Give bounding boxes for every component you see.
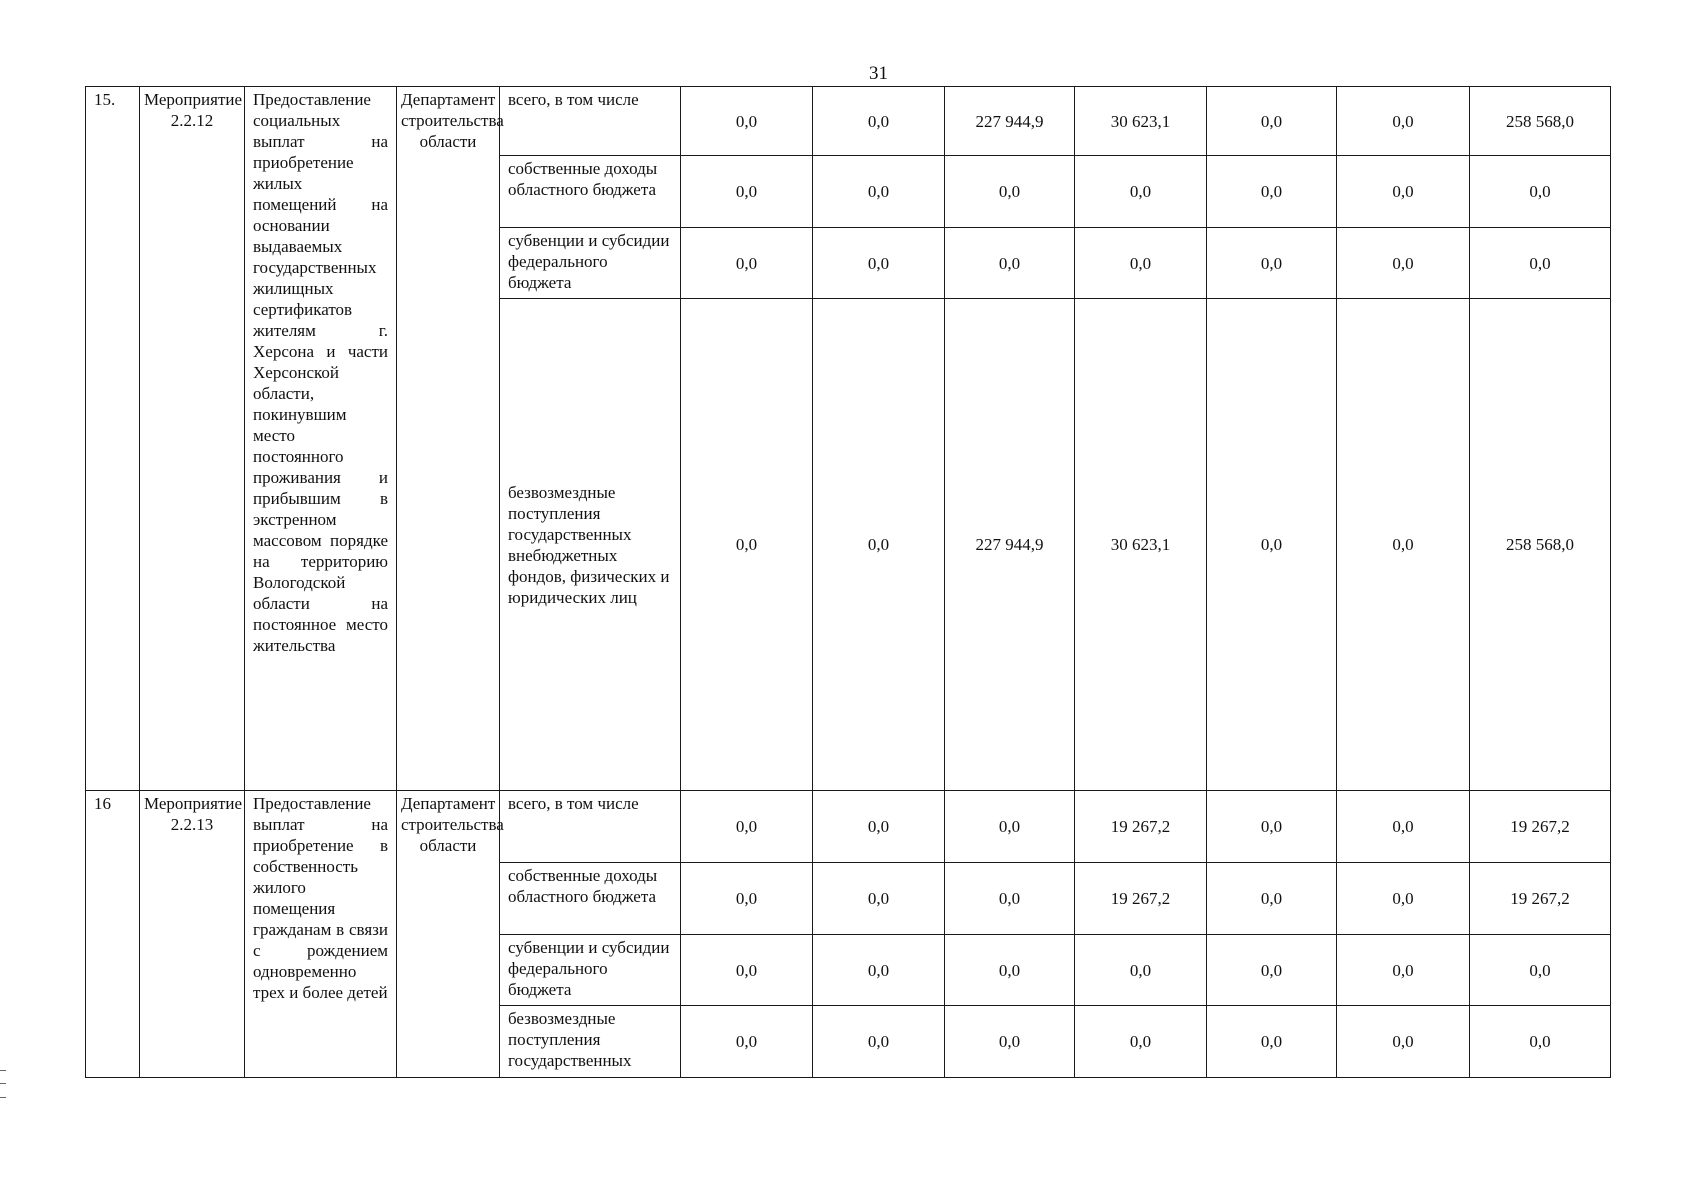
amount-cell: 0,0 <box>1470 228 1611 299</box>
amount-cell: 0,0 <box>813 791 945 863</box>
amount-cell: 0,0 <box>1470 1006 1611 1078</box>
responsible-department: Департамент строительства области <box>397 791 500 1078</box>
budget-table <box>85 86 1611 1078</box>
funding-source-label: безвозмездные поступления государственных <box>500 1006 681 1078</box>
amount-cell: 19 267,2 <box>1075 863 1207 935</box>
amount-cell: 0,0 <box>1337 228 1470 299</box>
amount-cell: 0,0 <box>813 299 945 791</box>
amount-cell: 0,0 <box>1207 1006 1337 1078</box>
amount-cell: 0,0 <box>945 791 1075 863</box>
event-name: Мероприятие 2.2.13 <box>140 791 245 1078</box>
amount-cell: 227 944,9 <box>945 299 1075 791</box>
amount-cell: 30 623,1 <box>1075 87 1207 156</box>
amount-cell: 0,0 <box>681 935 813 1006</box>
amount-cell: 0,0 <box>945 228 1075 299</box>
amount-cell: 0,0 <box>1337 1006 1470 1078</box>
amount-cell: 0,0 <box>681 87 813 156</box>
amount-cell: 0,0 <box>1075 1006 1207 1078</box>
amount-cell: 0,0 <box>1470 935 1611 1006</box>
funding-source-label: безвозмездные поступления государственных внебюджетных фондов, физических и юридических лиц <box>500 299 681 791</box>
amount-cell: 0,0 <box>681 299 813 791</box>
amount-cell: 0,0 <box>1207 156 1337 228</box>
funding-source-label: собственные доходы областного бюджета <box>500 156 681 228</box>
amount-cell: 19 267,2 <box>1470 863 1611 935</box>
amount-cell: 0,0 <box>1207 87 1337 156</box>
amount-cell: 0,0 <box>681 863 813 935</box>
amount-cell: 0,0 <box>1337 791 1470 863</box>
event-name: Мероприятие 2.2.12 <box>140 87 245 791</box>
amount-cell: 0,0 <box>945 156 1075 228</box>
amount-cell: 0,0 <box>681 156 813 228</box>
amount-cell: 0,0 <box>681 791 813 863</box>
responsible-department: Департамент строительства области <box>397 87 500 791</box>
funding-source-label: всего, в том числе <box>500 791 681 863</box>
amount-cell: 227 944,9 <box>945 87 1075 156</box>
amount-cell: 0,0 <box>1337 87 1470 156</box>
amount-cell: 0,0 <box>1337 156 1470 228</box>
amount-cell: 0,0 <box>1337 935 1470 1006</box>
amount-cell: 0,0 <box>1207 935 1337 1006</box>
table-body <box>86 87 1611 1078</box>
funding-source-label: субвенции и субсидии федерального бюджета <box>500 228 681 299</box>
amount-cell: 0,0 <box>1075 228 1207 299</box>
amount-cell: 0,0 <box>813 228 945 299</box>
amount-cell: 19 267,2 <box>1470 791 1611 863</box>
amount-cell: 258 568,0 <box>1470 299 1611 791</box>
amount-cell: 0,0 <box>681 1006 813 1078</box>
amount-cell: 0,0 <box>813 156 945 228</box>
event-description: Предоставление социальных выплат на приобретение жилых помещений на основании выдаваемых государственных жилищных сертификатов жителям г. Херсона и части Херсонской области, покинувшим место постоянного проживания и прибывшим в экстренном массовом порядке на территорию Вологодской области на постоянное место жительства <box>245 87 397 791</box>
amount-cell: 0,0 <box>945 863 1075 935</box>
amount-cell: 0,0 <box>1207 299 1337 791</box>
amount-cell: 0,0 <box>1337 299 1470 791</box>
amount-cell: 0,0 <box>1337 863 1470 935</box>
table-row <box>86 87 1611 156</box>
table-row <box>86 791 1611 863</box>
amount-cell: 19 267,2 <box>1075 791 1207 863</box>
event-description: Предоставление выплат на приобретение в собственность жилого помещения гражданам в связи с рождением одновременно трех и более детей <box>245 791 397 1078</box>
amount-cell: 0,0 <box>813 87 945 156</box>
amount-cell: 0,0 <box>813 935 945 1006</box>
funding-source-label: собственные доходы областного бюджета <box>500 863 681 935</box>
row-number: 15. <box>86 87 140 791</box>
amount-cell: 258 568,0 <box>1470 87 1611 156</box>
amount-cell: 0,0 <box>1075 156 1207 228</box>
amount-cell: 30 623,1 <box>1075 299 1207 791</box>
amount-cell: 0,0 <box>945 935 1075 1006</box>
amount-cell: 0,0 <box>1207 791 1337 863</box>
funding-source-label: субвенции и субсидии федерального бюджета <box>500 935 681 1006</box>
amount-cell: 0,0 <box>1207 228 1337 299</box>
amount-cell: 0,0 <box>681 228 813 299</box>
page-number: 31 <box>869 63 888 84</box>
amount-cell: 0,0 <box>1470 156 1611 228</box>
amount-cell: 0,0 <box>945 1006 1075 1078</box>
amount-cell: 0,0 <box>1207 863 1337 935</box>
binding-marks <box>0 1070 6 1098</box>
amount-cell: 0,0 <box>813 863 945 935</box>
row-number: 16 <box>86 791 140 1078</box>
amount-cell: 0,0 <box>813 1006 945 1078</box>
funding-source-label: всего, в том числе <box>500 87 681 156</box>
amount-cell: 0,0 <box>1075 935 1207 1006</box>
